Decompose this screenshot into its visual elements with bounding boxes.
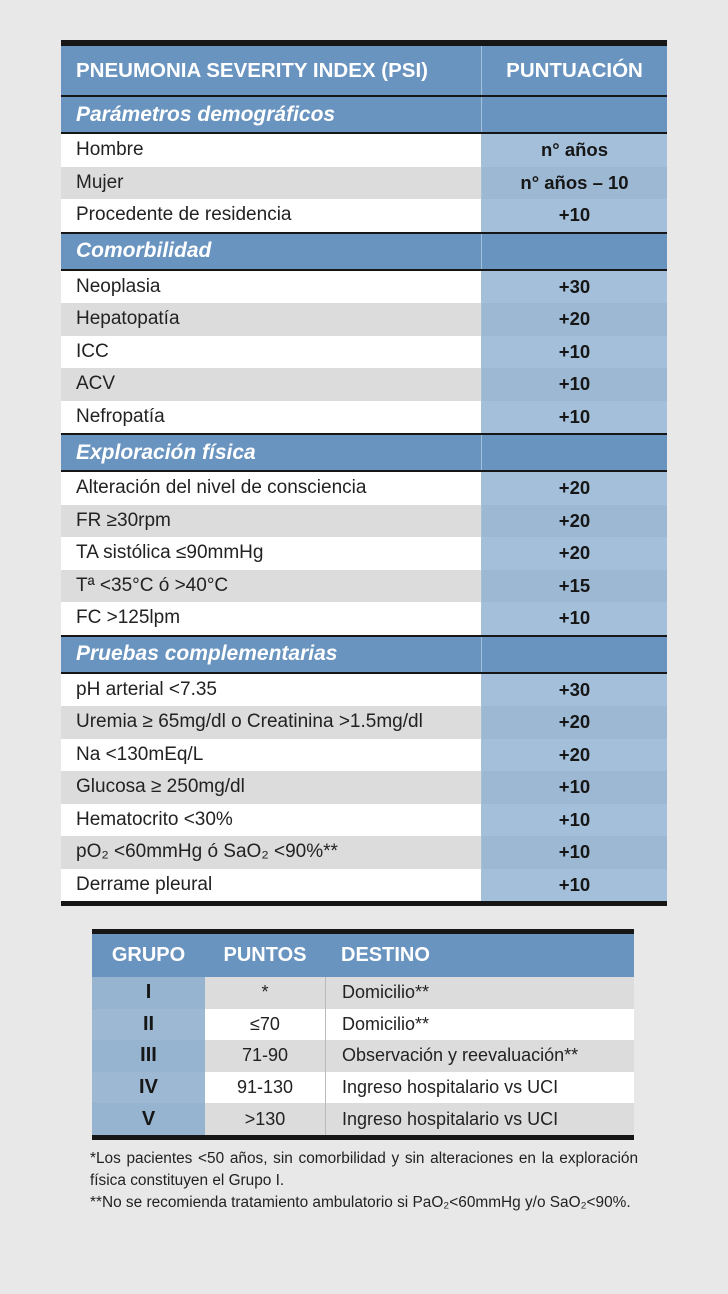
section-header	[61, 95, 667, 132]
table-row	[61, 771, 667, 804]
section-header	[61, 433, 667, 470]
group-class: I	[92, 977, 205, 1009]
table-row	[61, 401, 667, 434]
group-table	[92, 929, 634, 1140]
table-row	[61, 804, 667, 837]
parameter-label: Alteración del nivel de consciencia	[61, 472, 481, 505]
score-value: +30	[481, 271, 667, 304]
score-value: +10	[481, 401, 667, 434]
table-row	[92, 977, 634, 1009]
score-value: +10	[481, 836, 667, 869]
score-value: +15	[481, 570, 667, 603]
table-row	[61, 869, 667, 902]
table-row	[61, 199, 667, 232]
group-points: ≤70	[205, 1009, 325, 1041]
score-value: +10	[481, 869, 667, 902]
table-row	[61, 269, 667, 304]
score-value: +10	[481, 368, 667, 401]
psi-title: PNEUMONIA SEVERITY INDEX (PSI)	[61, 46, 481, 95]
group-points: 71-90	[205, 1040, 325, 1072]
parameter-label: pH arterial <7.35	[61, 674, 481, 707]
grupo-column-header: GRUPO	[111, 944, 186, 966]
parameter-label: Glucosa ≥ 250mg/dl	[61, 771, 481, 804]
score-value: +20	[481, 537, 667, 570]
group-destination: Observación y reevaluación**	[325, 1040, 634, 1072]
table-row	[61, 368, 667, 401]
footnotes	[90, 1148, 638, 1214]
parameter-label: FR ≥30rpm	[61, 505, 481, 538]
section-title: Comorbilidad	[61, 234, 481, 269]
group-points: >130	[205, 1103, 325, 1135]
score-value: +10	[481, 336, 667, 369]
score-value: +20	[481, 739, 667, 772]
parameter-label: Hombre	[61, 134, 481, 167]
section-header	[61, 232, 667, 269]
group-class: IV	[92, 1072, 205, 1104]
table-row	[92, 1009, 634, 1041]
score-value: +20	[481, 706, 667, 739]
parameter-label: Uremia ≥ 65mg/dl o Creatinina >1.5mg/dl	[61, 706, 481, 739]
parameter-label: Hepatopatía	[61, 303, 481, 336]
group-destination: Ingreso hospitalario vs UCI	[325, 1103, 634, 1135]
parameter-label: Hematocrito <30%	[61, 804, 481, 837]
parameter-label: Na <130mEq/L	[61, 739, 481, 772]
parameter-label: TA sistólica ≤90mmHg	[61, 537, 481, 570]
table-row	[61, 706, 667, 739]
parameter-label: Neoplasia	[61, 271, 481, 304]
table-row	[61, 505, 667, 538]
parameter-label: ICC	[61, 336, 481, 369]
table-row	[61, 739, 667, 772]
table-row	[92, 1103, 634, 1135]
parameter-label: Nefropatía	[61, 401, 481, 434]
parameter-label: Derrame pleural	[61, 869, 481, 902]
table-row	[92, 1072, 634, 1104]
score-value: n° años – 10	[481, 167, 667, 200]
table-row	[61, 602, 667, 635]
section-score-cell	[481, 637, 667, 672]
section-score-cell	[481, 97, 667, 132]
table-row	[61, 167, 667, 200]
group-destination: Domicilio**	[325, 1009, 634, 1041]
parameter-label: ACV	[61, 368, 481, 401]
group-points: *	[205, 977, 325, 1009]
footnote-1: *Los pacientes <50 años, sin comorbilidad y sin alteraciones en la exploración física constituyen el Grupo I.	[90, 1150, 638, 1189]
parameter-label: Tª <35°C ó >40°C	[61, 570, 481, 603]
footnote-2: **No se recomienda tratamiento ambulatorio si PaO₂<60mmHg y/o SaO₂<90%.	[90, 1194, 631, 1211]
score-value: +10	[481, 804, 667, 837]
score-value: +20	[481, 303, 667, 336]
group-class: III	[92, 1040, 205, 1072]
score-value: n° años	[481, 134, 667, 167]
parameter-label: pO₂ <60mmHg ó SaO₂ <90%**	[61, 836, 481, 869]
section-score-cell	[481, 435, 667, 470]
psi-table	[61, 40, 667, 906]
table-row	[61, 303, 667, 336]
score-value: +10	[481, 771, 667, 804]
score-value: +20	[481, 505, 667, 538]
puntos-column-header: PUNTOS	[223, 944, 307, 966]
score-value: +30	[481, 674, 667, 707]
parameter-label: FC >125lpm	[61, 602, 481, 635]
section-header	[61, 635, 667, 672]
group-header-row	[92, 934, 634, 977]
score-column-header: PUNTUACIÓN	[481, 46, 667, 95]
table-row	[92, 1040, 634, 1072]
section-score-cell	[481, 234, 667, 269]
table-row	[61, 836, 667, 869]
group-destination: Ingreso hospitalario vs UCI	[325, 1072, 634, 1104]
section-title: Pruebas complementarias	[61, 637, 481, 672]
group-class: II	[92, 1009, 205, 1041]
table-row	[61, 336, 667, 369]
group-destination: Domicilio**	[325, 977, 634, 1009]
table-row	[61, 672, 667, 707]
section-title: Parámetros demográficos	[61, 97, 481, 132]
group-points: 91-130	[205, 1072, 325, 1104]
score-value: +10	[481, 602, 667, 635]
destino-column-header: DESTINO	[341, 944, 430, 966]
table-row	[61, 570, 667, 603]
table-row	[61, 470, 667, 505]
score-value: +10	[481, 199, 667, 232]
table-row	[61, 537, 667, 570]
group-class: V	[92, 1103, 205, 1135]
score-value: +20	[481, 472, 667, 505]
parameter-label: Mujer	[61, 167, 481, 200]
table-row	[61, 132, 667, 167]
parameter-label: Procedente de residencia	[61, 199, 481, 232]
section-title: Exploración física	[61, 435, 481, 470]
psi-header-row	[61, 46, 667, 95]
